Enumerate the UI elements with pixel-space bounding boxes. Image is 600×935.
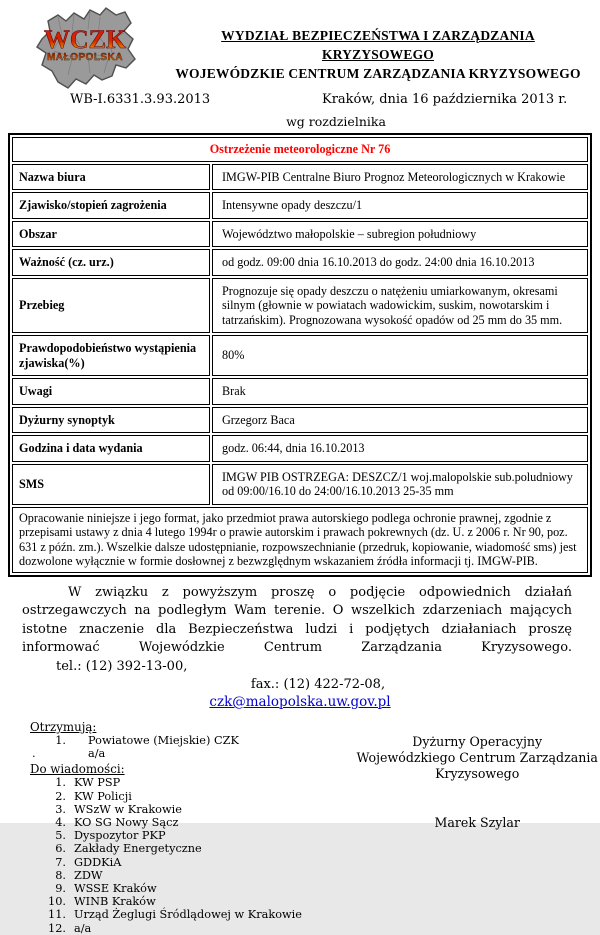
- list-item-number: 1.: [55, 734, 66, 747]
- list-item: [30, 882, 344, 895]
- table-row-copyright: [12, 507, 588, 573]
- list-item-text: Dyspozytor PKP: [74, 829, 166, 843]
- table-row: [12, 464, 588, 505]
- list-item-text: Powiatowe (Miejskie) CZK: [88, 734, 239, 747]
- table-row: [12, 435, 588, 462]
- list-item-number: 5.: [55, 829, 66, 843]
- row-value: IMGW PIB OSTRZEGA: DESZCZ/1 woj.malopolskie sub.poludniowy od 09:00/16.10 do 24:00/16.10.2013 25-35 mm: [212, 464, 588, 505]
- notice-paragraph: [22, 584, 572, 677]
- list-item-text: a/a: [88, 747, 106, 761]
- list-item-number: 6.: [55, 842, 66, 856]
- org-title-line2: WOJEWÓDZKIE CENTRUM ZARZĄDZANIA KRYZYSOWEGO: [175, 66, 581, 81]
- signature-title-line2: Wojewódzkiego Centrum Zarządzania: [356, 750, 598, 765]
- list-item-number: 10.: [48, 895, 66, 909]
- signatory-name: Marek Szylar: [434, 815, 520, 830]
- table-row: [12, 278, 588, 334]
- list-item-text: KW PSP: [74, 776, 121, 790]
- copyright-notice: Opracowanie niniejsze i jego format, jako przedmiot prawa autorskiego podlega ochronie prawnej, zgodnie z przepisami ustawy z dnia 4 lutego 1994r o prawie autorskim i prawach pokrewnych (dz. U. z 2006 r. Nr 90, poz. 631 z późn. zm.). Wszelkie dalsze udostępnianie, rozpowszechnianie (przedruk, kopiowanie, wiadomość sms) jest dozwolone wyłącznie w formie dosłownej z bezwzględnym wskazaniem źródła informacji tj. IMGW-PIB.: [12, 507, 588, 573]
- org-title-block: [168, 26, 588, 83]
- document-header: [0, 0, 600, 92]
- row-label: Obszar: [12, 221, 210, 248]
- signature-title-line1: Dyżurny Operacyjny: [412, 734, 543, 749]
- notice-text: W związku z powyższym proszę o podjęcie odpowiednich działań ostrzegawczych na podległym Wam terenie. O wszelkich zdarzeniach mających istotne znaczenie dla Bezpieczeństwa ludzi i podjętych działaniach proszę informować Wojewódzkie Centrum Zarządzania Kryzysowego.: [22, 584, 572, 655]
- warning-title: Ostrzeżenie meteorologiczne Nr 76: [12, 137, 588, 162]
- list-item: [30, 869, 344, 882]
- cc-heading: Do wiadomości:: [30, 762, 125, 777]
- list-item-number: 1.: [55, 776, 66, 790]
- row-label: SMS: [12, 464, 210, 505]
- row-value: Prognozuje się opady deszczu o natężeniu umiarkowanym, okresami silnym (głownie w powiatach wadowickim, suskim, nowotarskim i tatrzańskim). Prognozowana wysokość opadów od 25 mm do 35 mm.: [212, 278, 588, 334]
- table-row: [12, 378, 588, 405]
- list-item: [30, 734, 344, 747]
- bottom-section: [0, 718, 600, 935]
- list-item: [30, 829, 344, 842]
- row-value: Intensywne opady deszczu/1: [212, 192, 588, 219]
- table-row: [12, 407, 588, 434]
- list-item-number: 2.: [55, 789, 66, 803]
- list-item-number: 8.: [55, 868, 66, 882]
- list-item-text: GDDKiA: [74, 855, 122, 869]
- row-label: Przebieg: [12, 278, 210, 334]
- reference-line: [0, 92, 600, 110]
- list-item: [30, 747, 344, 760]
- warning-table: [8, 133, 592, 577]
- distribution-lists: [30, 718, 344, 935]
- row-value: Grzegorz Baca: [212, 407, 588, 434]
- row-label: Dyżurny synoptyk: [12, 407, 210, 434]
- table-row: [12, 221, 588, 248]
- list-item-number: 7.: [55, 855, 66, 869]
- list-item: [30, 816, 344, 829]
- phone-number: tel.: (12) 392-13-00,: [56, 658, 188, 674]
- list-item-text: WSzW w Krakowie: [74, 802, 182, 816]
- list-item-text: Zakłady Energetyczne: [74, 842, 202, 856]
- list-item-text: ZDW: [74, 868, 103, 882]
- table-row: [12, 164, 588, 191]
- org-title-line1: WYDZIAŁ BEZPIECZEŃSTWA I ZARZĄDZANIA KRYZYSOWEGO: [221, 28, 535, 62]
- recipients-heading: Otrzymują:: [30, 720, 97, 734]
- row-value: Brak: [212, 378, 588, 405]
- list-item-text: a/a: [74, 921, 92, 935]
- list-item: [30, 803, 344, 816]
- list-item-text: KW Policji: [74, 789, 132, 803]
- row-label: Nazwa biura: [12, 164, 210, 191]
- list-item: [30, 842, 344, 855]
- logo-acronym-text: WCZK: [43, 25, 127, 54]
- fax-number: fax.: (12) 422-72-08,: [250, 677, 386, 692]
- list-item: [30, 895, 344, 908]
- signature-block: [354, 718, 600, 935]
- list-item: [30, 790, 344, 803]
- row-label: Godzina i data wydania: [12, 435, 210, 462]
- place-and-date: Kraków, dnia 16 października 2013 r.: [322, 92, 568, 107]
- list-item: [30, 922, 344, 935]
- list-item-text: WINB Kraków: [74, 895, 156, 909]
- list-item-number: 12.: [48, 921, 66, 935]
- row-label: Zjawisko/stopień zagrożenia: [12, 192, 210, 219]
- row-value: IMGW-PIB Centralne Biuro Prognoz Meteorologicznych w Krakowie: [212, 164, 588, 191]
- row-value: Województwo małopolskie – subregion południowy: [212, 221, 588, 248]
- signature-title-line3: Kryzysowego: [435, 766, 520, 781]
- table-row: [12, 335, 588, 376]
- case-reference-number: WB-I.6331.3.93.2013: [70, 92, 211, 107]
- list-item-text: KO SG Nowy Sącz: [74, 816, 179, 830]
- list-item-text: WSSE Kraków: [74, 882, 157, 896]
- list-item-number: 3.: [55, 802, 66, 816]
- email-link[interactable]: czk@malopolska.uw.gov.pl: [209, 694, 391, 710]
- list-item-number: 9.: [55, 882, 66, 896]
- list-item: [30, 776, 344, 789]
- email-line: [0, 693, 600, 712]
- list-item: [30, 856, 344, 869]
- list-item-number: 11.: [48, 908, 66, 922]
- row-label: Prawdopodobieństwo wystąpienia zjawiska(%): [12, 335, 210, 376]
- table-row: [12, 249, 588, 276]
- malopolska-map-graphic: [28, 5, 142, 95]
- row-label: Ważność (cz. urz.): [12, 249, 210, 276]
- distribution-note: wg rozdzielnika: [286, 114, 386, 129]
- list-item-text: Urząd Żeglugi Śródlądowej w Krakowie: [74, 908, 302, 922]
- list-item-number: 4.: [55, 816, 66, 830]
- list-item-number: .: [32, 747, 36, 761]
- row-value: od godz. 09:00 dnia 16.10.2013 do godz. 24:00 dnia 16.10.2013: [212, 249, 588, 276]
- list-item: [30, 908, 344, 921]
- row-label: Uwagi: [12, 378, 210, 405]
- table-row: [12, 192, 588, 219]
- row-value: 80%: [212, 335, 588, 376]
- wczk-logo: [28, 5, 142, 95]
- logo-region-text: MAŁOPOLSKA: [46, 52, 124, 63]
- row-value: godz. 06:44, dnia 16.10.2013: [212, 435, 588, 462]
